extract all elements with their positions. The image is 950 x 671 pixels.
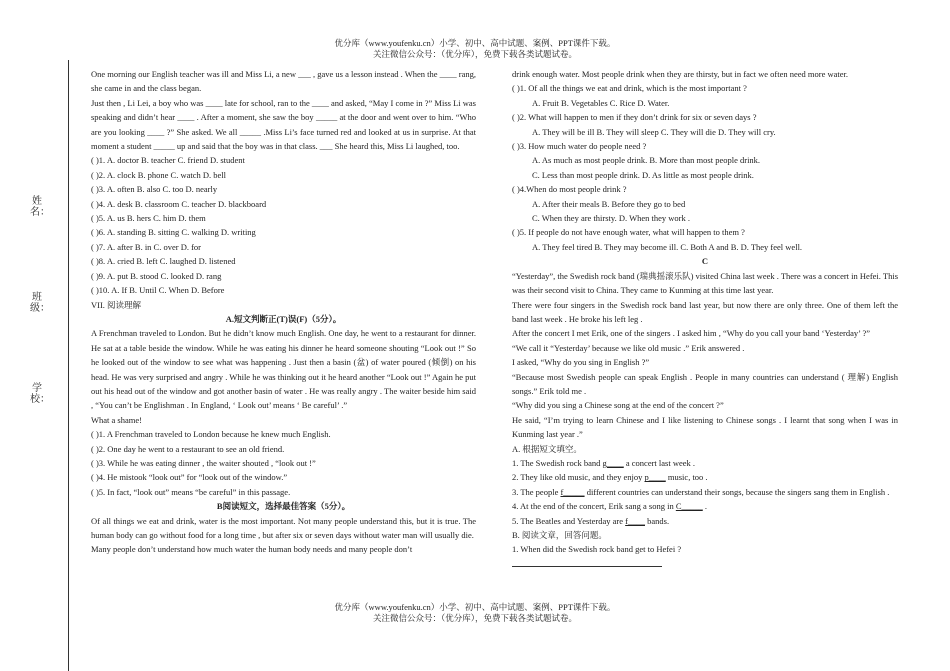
- section-c-paragraph: “We call it “Yesterday’ because we like old music .” Erik answered .: [512, 342, 745, 353]
- fill-in-text: 2. They like old music, and they enjoy: [512, 472, 645, 483]
- fill-in-blank: f_____: [560, 486, 585, 497]
- cloze-paragraph-2: Just then , Li Lei, a boy who was ____ late for school, ran to the ____ and asked, “May I come in ?” Miss Li was speaking and didn’t hear ____ . After a moment, she saw the boy _____ at the door and went over to him. “Who are you looking ____ ?” She asked. We all _____ .Miss Li’s face turned red and looked at us in surprise. At that moment a student _____ up and said that the boy was in that class. ___ She heard this, Miss Li laughed, too.: [91, 97, 476, 152]
- section-b-passage-continued: drink enough water. Most people drink when they are thirsty, but in fact we often need more water.: [512, 69, 849, 79]
- fill-in-blank: g____: [602, 457, 624, 468]
- fill-in-text: different countries can understand their songs, because the singers sang them in English .: [584, 486, 890, 497]
- section-c-heading: C: [701, 256, 709, 267]
- mc-options: A. They will be ill B. They will sleep C. They will die D. They will cry.: [532, 126, 776, 137]
- cloze-option: ( )1. A. doctor B. teacher C. friend D. student: [91, 155, 245, 166]
- mc-options: C. When they are thirsty. D. When they work .: [532, 213, 691, 224]
- fill-in-text: music, too .: [665, 472, 708, 483]
- mc-options: A. As much as most people drink. B. More than most people drink.: [532, 155, 761, 166]
- class-label: 班级：: [30, 292, 50, 314]
- section-c-paragraph: I asked, “Why do you sing in English ?”: [512, 357, 650, 368]
- name-label: 姓名：: [30, 196, 50, 218]
- section-b-passage-2: Many people don’t understand how much water the human body needs and many people don’t: [91, 544, 413, 555]
- fill-in-item: [512, 499, 898, 513]
- section-title: VII. 阅读理解: [91, 299, 142, 310]
- section-c-paragraph: There were four singers in the Swedish rock band last year, but now there are only three. One of them left the band last week . He broke his left leg .: [512, 299, 898, 324]
- fill-in-text: 3. The people: [512, 486, 561, 497]
- page-footer: [0, 602, 950, 624]
- fill-in-text: .: [702, 501, 707, 512]
- fill-in-item: [512, 470, 898, 484]
- fill-in-blank: f____: [625, 515, 645, 526]
- mc-question: ( )4.When do most people drink ?: [512, 184, 627, 195]
- answer-heading: B. 阅读文章，回答问题。: [512, 530, 607, 540]
- fill-in-text: 5. The Beatles and Yesterday are: [512, 515, 626, 526]
- mc-options: C. Less than most people drink. D. As little as most people drink.: [532, 169, 754, 180]
- cloze-option: ( )9. A. put B. stood C. looked D. rang: [91, 270, 222, 281]
- section-a-passage: A Frenchman traveled to London. But he didn’t know much English. One day, he went to a restaurant for dinner. He sat at a table beside the window. While he was eating his dinner he heard someone shouting “Look out !” So he looked out of the window to see what was happening . Just then a basin (盆) of water poured (倾倒) on his head. He was very surprised and angry . While he was thinking out it he heard another “Look out !” Again he put out his head out of the window and got another basin of water . He was really angry . The waiter beside him said , “You can’t be Englishman . In England, ‘ Look out’ means ‘ Be careful’ .”: [91, 328, 476, 411]
- binding-line: [68, 60, 69, 671]
- fill-in-blank: p____: [644, 472, 666, 483]
- right-column: [512, 67, 898, 571]
- cloze-options: [91, 153, 476, 297]
- mc-question: ( )1. Of all the things we eat and drink, which is the most important ?: [512, 83, 747, 94]
- section-c-paragraph: After the concert I met Erik, one of the singers . I asked him , “Why do you call your band ‘Yesterday’ ?”: [512, 328, 870, 339]
- mc-options: A. Fruit B. Vegetables C. Rice D. Water.: [532, 97, 670, 108]
- section-c-paragraph: He said, “I’m trying to learn Chinese and I like listening to Chinese songs . I learnt that song when I was in Kunming last year .”: [512, 414, 898, 440]
- section-a-passage-end: What a shame!: [91, 414, 142, 425]
- cloze-option: ( )6. A. standing B. sitting C. walking D. writing: [91, 227, 256, 238]
- fill-in-text: bands.: [645, 515, 670, 526]
- fill-in-item: [512, 456, 898, 470]
- true-false-statement: ( )1. A Frenchman traveled to London because he knew much English.: [91, 429, 331, 440]
- true-false-statement: ( )5. In fact, “look out” means “be careful” in this passage.: [91, 486, 291, 497]
- cloze-option: ( )3. A. often B. also C. too D. nearly: [91, 184, 218, 195]
- footer-line-1: 优分库（www.youfenku.cn）小学、初中、高中试题、案例、PPT课件下载。: [334, 602, 616, 612]
- fill-in-text: a concert last week .: [623, 457, 696, 468]
- page-header: [0, 38, 950, 60]
- answer-line-row: [512, 557, 898, 571]
- cloze-option: ( )5. A. us B. hers C. him D. them: [91, 213, 206, 224]
- header-line-1: 优分库（www.youfenku.cn）小学、初中、高中试题、案例、PPT课件下载。: [334, 38, 616, 48]
- section-c-paragraph: “Why did you sing a Chinese song at the end of the concert ?”: [512, 400, 724, 411]
- mc-question: ( )2. What will happen to men if they don’t drink for six or seven days ?: [512, 112, 757, 123]
- section-a-heading: A.短文判断正(T)误(F)（5分）。: [225, 313, 342, 324]
- cloze-option: ( )2. A. clock B. phone C. watch D. bell: [91, 169, 227, 180]
- fill-in-text: 1. The Swedish rock band: [512, 457, 603, 468]
- cloze-option: ( )10. A. If B. Until C. When D. Before: [91, 285, 225, 296]
- true-false-statement: ( )4. He mistook “look out” for “look out of the window.”: [91, 472, 288, 483]
- cloze-option: ( )4. A. desk B. classroom C. teacher D. blackboard: [91, 198, 267, 209]
- section-c-paragraph: “Because most Swedish people can speak English . People in many countries can understand ( 理解) English songs.” Erik told me .: [512, 371, 898, 396]
- section-b-heading: B阅读短文，选择最佳答案（5分）。: [216, 501, 351, 512]
- fill-in-text: 4. At the end of the concert, Erik sang a song in: [512, 501, 676, 512]
- left-column: [91, 67, 476, 557]
- cloze-paragraph-1: One morning our English teacher was ill and Miss Li, a new ___ , gave us a lesson instead . When the ____ rang, she came in and the class began.: [91, 69, 476, 94]
- mc-options: A. After their meals B. Before they go to bed: [532, 198, 686, 209]
- answer-line: [512, 558, 662, 567]
- mc-options: A. They feel tired B. They may become ill. C. Both A and B. D. They feel well.: [532, 241, 803, 252]
- school-label: 学校：: [30, 383, 50, 405]
- fill-in-item: [512, 485, 898, 499]
- mc-question: ( )3. How much water do people need ?: [512, 141, 647, 152]
- cloze-option: ( )7. A. after B. in C. over D. for: [91, 241, 202, 252]
- mc-question: ( )5. If people do not have enough water, what will happen to them ?: [512, 227, 745, 238]
- true-false-statement: ( )3. While he was eating dinner , the waiter shouted , “look out !”: [91, 457, 316, 468]
- section-c-paragraph: “Yesterday”, the Swedish rock band (瑞典摇滚乐队) visited China last week . There was a concert in Hefei. This was their second visit to China. They came to Kunming at this time last year.: [512, 270, 898, 296]
- answer-question: 1. When did the Swedish rock band get to Hefei ?: [512, 544, 682, 555]
- fill-in-blank: C_____: [675, 501, 703, 512]
- header-line-2: 关注微信公众号：（优分库），免费下载各类试题试卷。: [372, 49, 577, 59]
- footer-line-2: 关注微信公众号：（优分库），免费下载各类试题试卷。: [372, 613, 577, 623]
- section-b-passage-1: Of all things we eat and drink, water is the most important. Not many people understand this, but it is true. The human body can go without food for a long time , but after six or seven days without water man will usually die.: [91, 515, 476, 540]
- cloze-option: ( )8. A. cried B. left C. laughed D. listened: [91, 256, 236, 267]
- fill-in-heading: A. 根据短文填空。: [512, 443, 582, 454]
- fill-in-item: [512, 514, 898, 528]
- true-false-statement: ( )2. One day he went to a restaurant to see an old friend.: [91, 443, 285, 454]
